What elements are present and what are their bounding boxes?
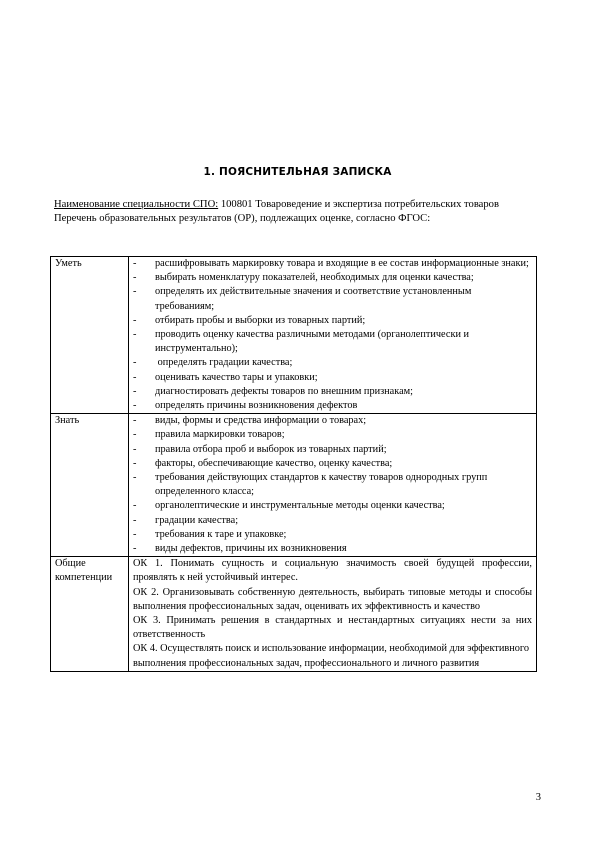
list-dash: - xyxy=(133,500,137,512)
table-row-znat xyxy=(51,414,537,557)
competence-item: ОК 2. Организовывать собственную деятельность, выбирать типовые методы и способы выполнения профессиональных задач, оценивать их эффективность и качество xyxy=(133,586,532,612)
list-item-text: правила отбора проб и выборок из товарных партий; xyxy=(155,443,387,455)
list-dash: - xyxy=(133,385,137,397)
specialty-value: 100801 Товароведение и экспертиза потребительских товаров xyxy=(218,199,499,210)
row-content-ok xyxy=(129,557,537,672)
competence-item: ОК 3. Принимать решения в стандартных и нестандартных ситуациях нести за них ответственность xyxy=(133,615,532,641)
list-item xyxy=(133,514,532,528)
list-item xyxy=(133,542,532,556)
list-item xyxy=(133,356,532,370)
list-item xyxy=(133,314,532,328)
list-dash: - xyxy=(133,514,137,526)
table-row-ok xyxy=(51,557,537,672)
list-item-text: правила маркировки товаров; xyxy=(155,429,285,441)
list-dash: - xyxy=(133,415,137,427)
list-dash: - xyxy=(133,457,137,469)
page-title: 1. ПОЯСНИТЕЛЬНАЯ ЗАПИСКА xyxy=(203,166,392,178)
intro-block xyxy=(54,198,536,226)
row-label-ok: Общие компетенции xyxy=(51,557,129,672)
list-item xyxy=(133,414,532,428)
list-dash: - xyxy=(133,258,137,269)
list-item-text: проводить оценку качества различными методами (органолептически и инструментально); xyxy=(155,329,470,355)
list-item-text: отбирать пробы и выборки из товарных партий; xyxy=(155,314,366,326)
list-item xyxy=(133,271,532,285)
list-dash: - xyxy=(133,314,137,326)
results-line: Перечень образовательных результатов (ОР), подлежащих оценке, согласно ФГОС: xyxy=(54,213,431,224)
competence-item: ОК 4. Осуществлять поиск и использование информации, необходимой для эффективного выполнения профессиональных задач, профессионального и личного развития xyxy=(133,643,529,669)
list-item-text: определять их действительные значения и соответствие установленным требованиям; xyxy=(155,286,472,312)
table-row-umet xyxy=(51,257,537,414)
competence-item: ОК 1. Понимать сущность и социальную значимость своей будущей профессии, проявлять к ней устойчивый интерес. xyxy=(133,558,532,584)
list-dash: - xyxy=(133,371,137,383)
list-item xyxy=(133,471,532,499)
specialty-label: Наименование специальности СПО: xyxy=(54,199,219,210)
list-dash: - xyxy=(133,528,137,540)
row-content-umet xyxy=(129,257,537,414)
list-item-text: виды, формы и средства информации о товарах; xyxy=(155,415,367,427)
list-item xyxy=(133,371,532,385)
list-dash: - xyxy=(133,443,137,455)
list-item xyxy=(133,385,532,399)
results-table xyxy=(50,256,537,672)
row-label-znat: Знать xyxy=(51,414,129,557)
list-item-text: органолептические и инструментальные методы оценки качества; xyxy=(155,500,445,512)
list-dash: - xyxy=(133,429,137,441)
list-item xyxy=(133,328,532,356)
list-dash: - xyxy=(133,286,137,298)
list-item-text: оценивать качество тары и упаковки; xyxy=(155,371,318,383)
list-item xyxy=(133,443,532,457)
list-item-text: требования к таре и упаковке; xyxy=(155,528,287,540)
list-item xyxy=(133,528,532,542)
list-dash: - xyxy=(133,472,137,484)
page-number: 3 xyxy=(535,792,541,803)
list-item xyxy=(133,499,532,513)
list-item xyxy=(133,428,532,442)
list-item-text: определять градации качества; xyxy=(155,357,293,369)
list-item-text: градации качества; xyxy=(155,514,239,526)
list-dash: - xyxy=(133,400,137,412)
row-label-umet: Уметь xyxy=(51,257,129,414)
list-item-text: выбирать номенклатуру показателей, необходимых для оценки качества; xyxy=(155,272,474,284)
list-item xyxy=(133,285,532,313)
list-item-text: расшифровывать маркировку товара и входящие в ее состав информационные знаки; xyxy=(155,258,529,269)
list-item xyxy=(133,399,532,413)
list-dash: - xyxy=(133,357,137,369)
list-item-text: виды дефектов, причины их возникновения xyxy=(155,543,347,555)
row-content-znat xyxy=(129,414,537,557)
list-dash: - xyxy=(133,329,137,341)
list-item xyxy=(133,257,532,271)
list-item-text: факторы, обеспечивающие качество, оценку качества; xyxy=(155,457,393,469)
list-item-text: определять причины возникновения дефектов xyxy=(155,400,358,412)
list-item-text: требования действующих стандартов к качеству товаров однородных групп определенного класса; xyxy=(155,472,488,498)
list-item-text: диагностировать дефекты товаров по внешним признакам; xyxy=(155,385,414,397)
list-item xyxy=(133,457,532,471)
list-dash: - xyxy=(133,543,137,555)
list-dash: - xyxy=(133,272,137,284)
specialty-line xyxy=(54,198,536,212)
